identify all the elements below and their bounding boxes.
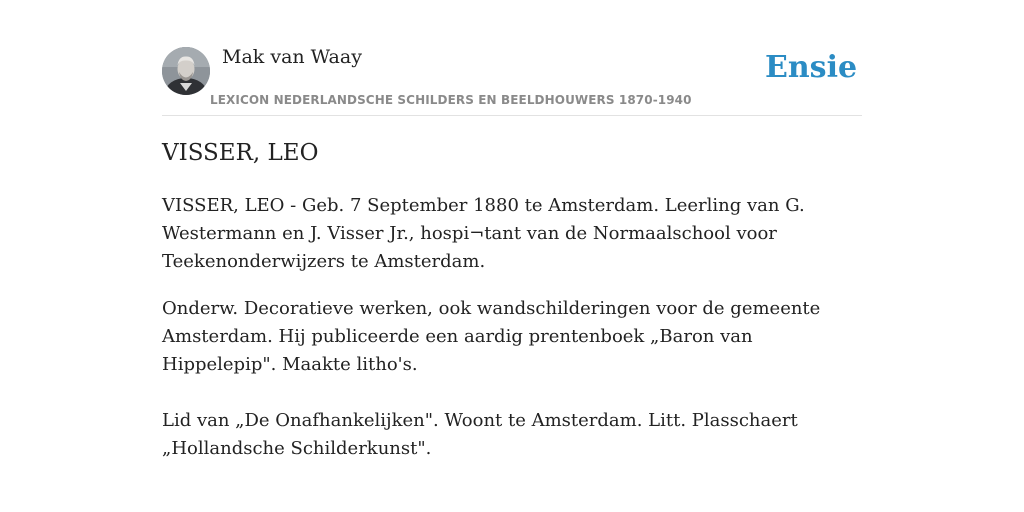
page-title: VISSER, LEO xyxy=(162,140,319,166)
article-paragraph: Lid van „De Onafhankelijken". Woont te Amsterdam. Litt. Plasschaert „Hollandsche Schilderkunst". xyxy=(162,410,798,459)
article-paragraph: VISSER, LEO - Geb. 7 September 1880 te Amsterdam. Leerling van G. Westermann en J. Visser Jr., hospi¬tant van de Normaalschool voor Teekenonderwijzers te Amsterdam. xyxy=(162,195,805,272)
brand-logo[interactable]: Ensie xyxy=(765,50,858,85)
source-title: LEXICON NEDERLANDSCHE SCHILDERS EN BEELDHOUWERS 1870-1940 xyxy=(210,93,692,107)
author-name[interactable]: Mak van Waay xyxy=(222,46,362,68)
author-avatar[interactable] xyxy=(162,47,210,95)
header-divider xyxy=(162,115,862,116)
article-paragraph: Onderw. Decoratieve werken, ook wandschilderingen voor de gemeente Amsterdam. Hij publiceerde een aardig prentenboek „Baron van Hippelepip". Maakte litho's. xyxy=(162,298,821,375)
portrait-image xyxy=(162,47,210,95)
